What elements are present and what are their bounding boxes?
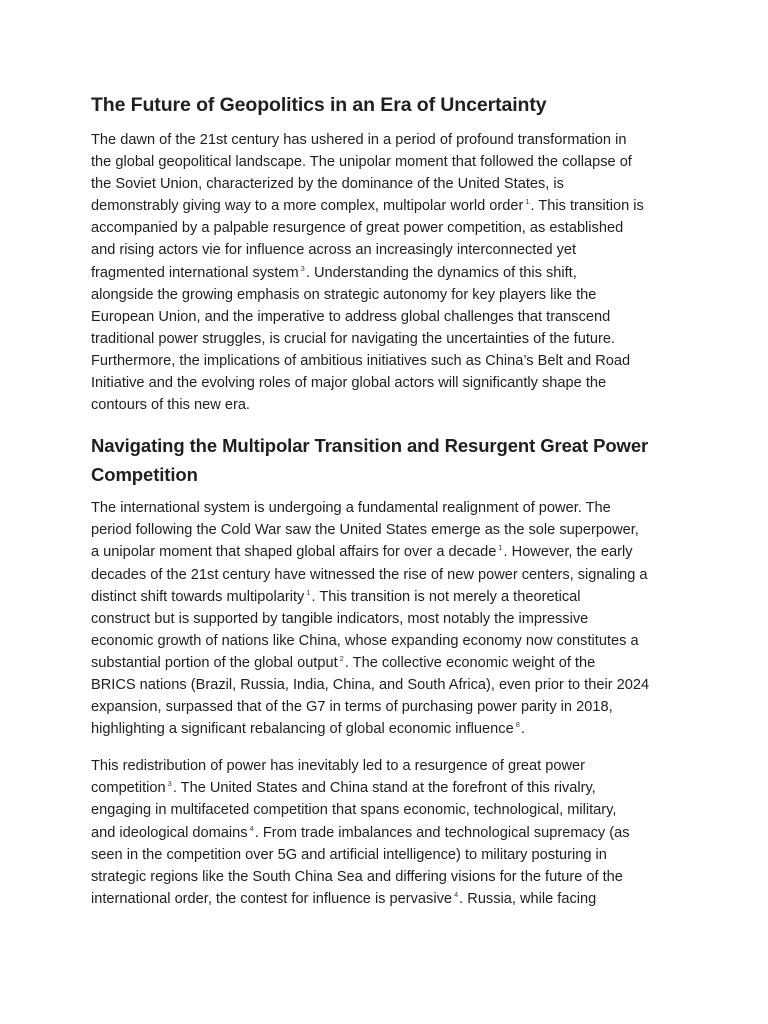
text-segment: demonstrably giving way to a more complex, multipolar world order <box>91 198 524 215</box>
intro-paragraph <box>91 129 693 416</box>
text-segment: Furthermore, the implications of ambitious initiatives such as China’s Belt and Road <box>91 352 631 369</box>
text-segment: period following the Cold War saw the United States emerge as the sole superpower, <box>91 522 639 539</box>
text-line <box>91 173 693 195</box>
text-segment: . Understanding the dynamics of this shift, <box>305 264 577 281</box>
text-line <box>91 519 693 541</box>
text-line <box>91 888 693 910</box>
text-line <box>91 394 693 416</box>
text-line <box>91 239 693 261</box>
text-segment: the Soviet Union, characterized by the dominance of the United States, is <box>91 176 564 193</box>
footnote-marker: 1 <box>498 543 503 553</box>
text-line <box>91 497 693 519</box>
text-segment: fragmented international system <box>91 264 299 281</box>
text-line <box>91 696 693 718</box>
text-segment: . Russia, while facing <box>459 890 597 907</box>
text-line <box>91 129 693 151</box>
text-segment: . <box>520 721 525 738</box>
footnote-marker: 3 <box>167 779 172 789</box>
text-segment: The international system is undergoing a fundamental realignment of power. The <box>91 500 611 517</box>
text-line <box>91 630 693 652</box>
footnote-marker: 4 <box>454 889 459 899</box>
section-heading-line: Navigating the Multipolar Transition and Resurgent Great Power <box>91 435 649 457</box>
text-line <box>91 328 693 350</box>
text-segment: expansion, surpassed that of the G7 in terms of purchasing power parity in 2018, <box>91 699 613 716</box>
footnote-marker: 1 <box>525 197 530 207</box>
text-line <box>91 674 693 696</box>
text-segment: . This transition is not merely a theoretical <box>311 588 581 605</box>
footnote-marker: 3 <box>300 263 305 273</box>
text-segment: construct but is supported by tangible indicators, most notably the impressive <box>91 610 589 627</box>
text-segment: distinct shift towards multipolarity <box>91 588 305 605</box>
text-line <box>91 350 693 372</box>
text-segment: This redistribution of power has inevitably led to a resurgence of great power <box>91 758 586 775</box>
text-segment: BRICS nations (Brazil, Russia, India, China, and South Africa), even prior to their 2024 <box>91 676 650 693</box>
text-line <box>91 306 693 328</box>
text-segment: . However, the early <box>503 544 633 561</box>
document-page <box>91 90 693 925</box>
text-segment: highlighting a significant rebalancing of global economic influence <box>91 721 514 738</box>
text-segment: international order, the contest for influence is pervasive <box>91 890 452 907</box>
section-paragraph <box>91 497 693 740</box>
text-segment: seen in the competition over 5G and artificial intelligence) to military posturing in <box>91 846 607 863</box>
text-line <box>91 284 693 306</box>
text-line <box>91 151 693 173</box>
text-line <box>91 195 693 217</box>
text-segment: strategic regions like the South China Sea and differing visions for the future of the <box>91 868 623 885</box>
text-line <box>91 799 693 821</box>
text-segment: accompanied by a palpable resurgence of great power competition, as established <box>91 220 624 237</box>
text-segment: The dawn of the 21st century has ushered in a period of profound transformation in <box>91 132 627 148</box>
text-line <box>91 608 693 630</box>
text-segment: engaging in multifaceted competition that spans economic, technological, military, <box>91 802 617 819</box>
footnote-marker: 8 <box>515 720 520 730</box>
footnote-marker: 4 <box>249 823 254 833</box>
document-title: The Future of Geopolitics in an Era of Uncertainty <box>91 94 547 116</box>
text-line <box>91 718 693 740</box>
text-segment: competition <box>91 780 166 797</box>
text-segment: traditional power struggles, is crucial for navigating the uncertainties of the future. <box>91 330 616 347</box>
text-segment: a unipolar moment that shaped global affairs for over a decade <box>91 544 497 561</box>
text-segment: contours of this new era. <box>91 397 250 414</box>
text-line <box>91 564 693 586</box>
text-segment: alongside the growing emphasis on strategic autonomy for key players like the <box>91 286 597 303</box>
text-line <box>91 777 693 799</box>
text-line <box>91 262 693 284</box>
text-segment: Initiative and the evolving roles of major global actors will significantly shape the <box>91 375 607 392</box>
text-line <box>91 541 693 563</box>
text-segment: . This transition is <box>530 198 644 215</box>
text-segment: and rising actors vie for influence across an increasingly interconnected yet <box>91 242 577 259</box>
text-segment: economic growth of nations like China, whose expanding economy now constitutes a <box>91 632 639 649</box>
text-segment: . The United States and China stand at the forefront of this rivalry, <box>172 780 596 797</box>
text-line <box>91 652 693 674</box>
section-paragraph <box>91 755 693 910</box>
text-segment: and ideological domains <box>91 824 248 841</box>
section-heading <box>91 431 693 489</box>
text-line <box>91 755 693 777</box>
text-segment: decades of the 21st century have witnessed the rise of new power centers, signaling a <box>91 566 648 583</box>
text-segment: . The collective economic weight of the <box>344 654 596 671</box>
text-segment: substantial portion of the global output <box>91 654 338 671</box>
text-line <box>91 372 693 394</box>
text-line <box>91 586 693 608</box>
section-heading-line: Competition <box>91 464 198 486</box>
text-segment: . From trade imbalances and technological supremacy (as <box>254 824 630 841</box>
text-segment: European Union, and the imperative to address global challenges that transcend <box>91 308 611 325</box>
text-line <box>91 217 693 239</box>
footnote-marker: 1 <box>306 587 311 597</box>
text-line <box>91 822 693 844</box>
footnote-marker: 2 <box>339 653 344 663</box>
text-line <box>91 866 693 888</box>
text-segment: the global geopolitical landscape. The unipolar moment that followed the collapse of <box>91 154 632 171</box>
text-line <box>91 844 693 866</box>
